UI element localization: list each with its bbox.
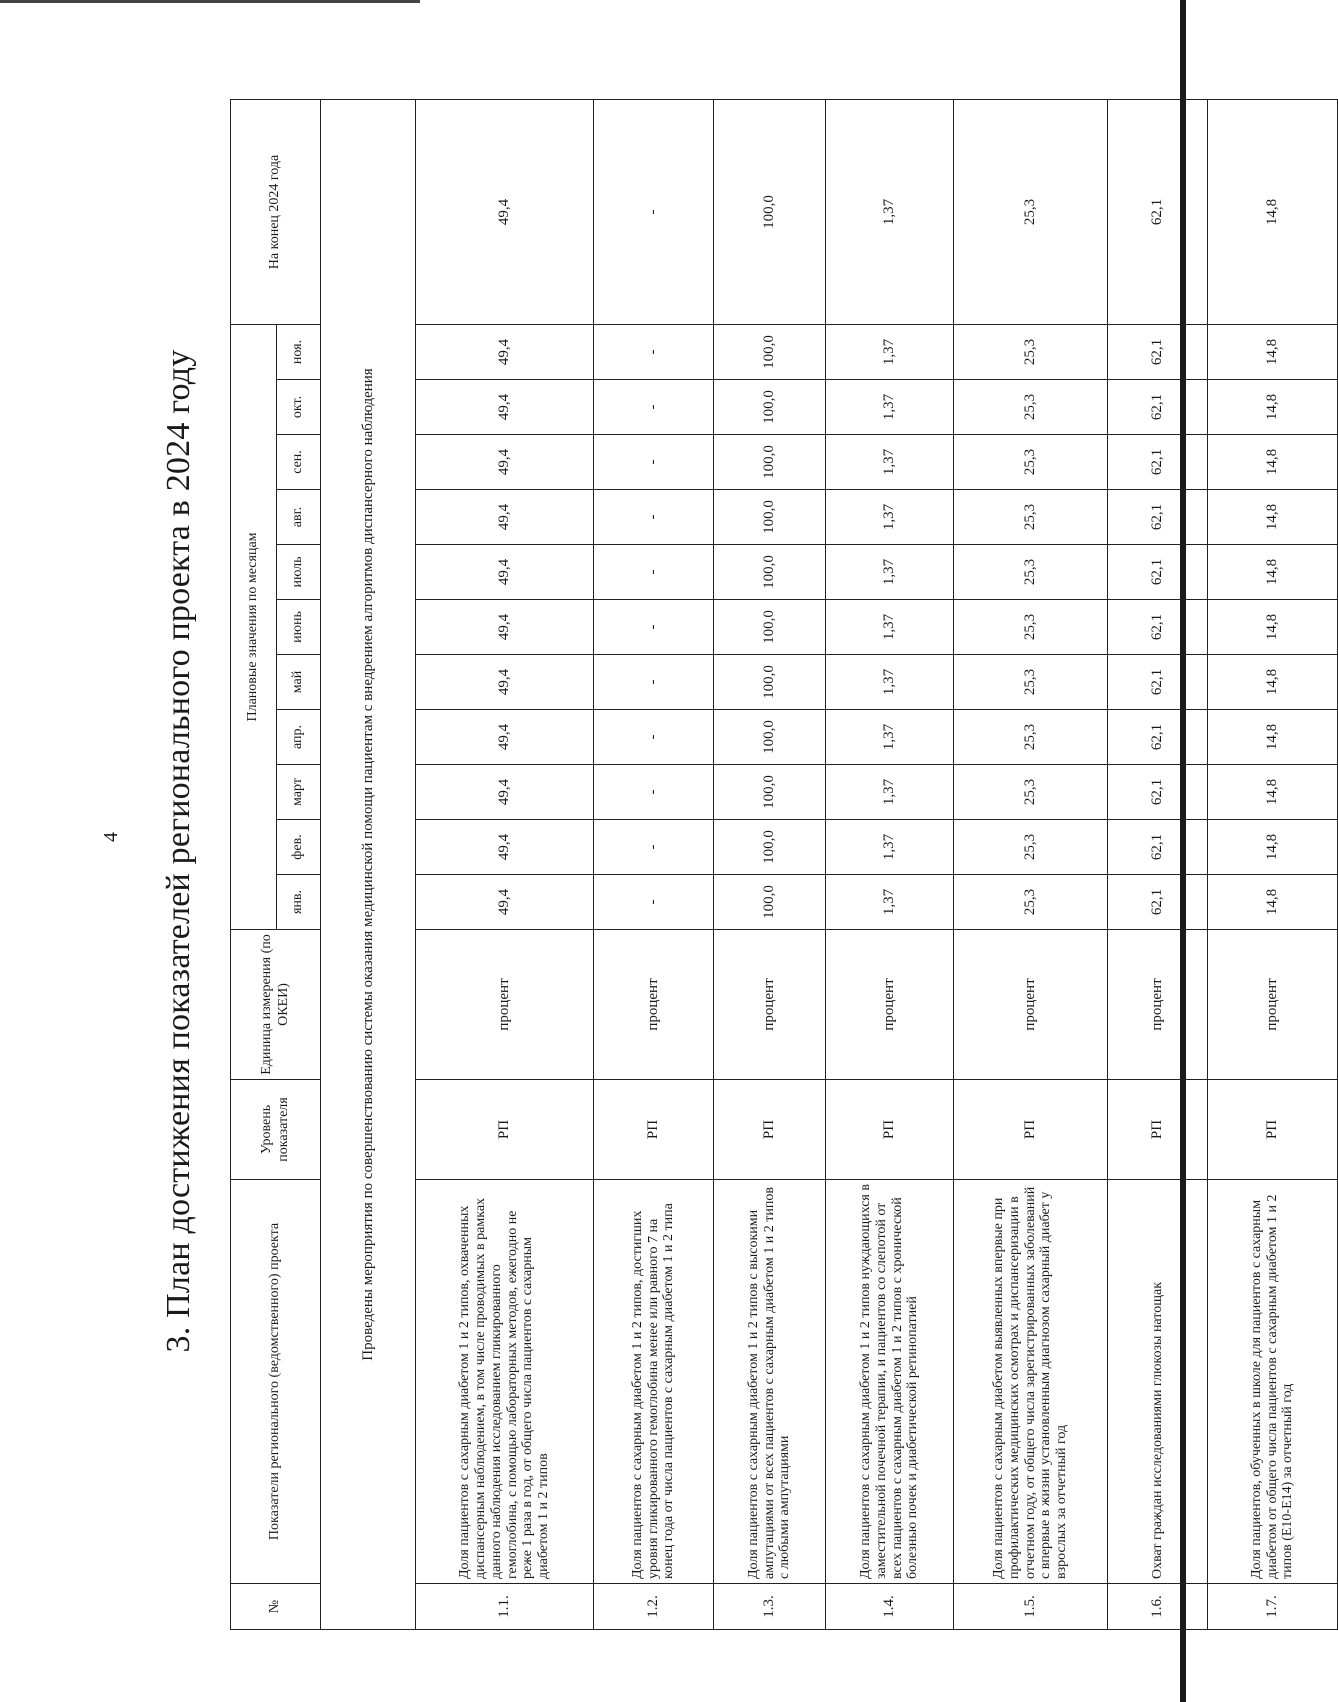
page-number: 4 — [100, 832, 122, 842]
indicator-unit: процент — [1108, 930, 1208, 1080]
row-number: 1.3. — [714, 1584, 826, 1630]
month-value: 14,8 — [1208, 875, 1338, 930]
header-month: сен. — [277, 435, 321, 490]
month-value: 14,8 — [1208, 545, 1338, 600]
table-row — [1108, 99, 1208, 1629]
indicator-name: Доля пациентов с сахарным диабетом 1 и 2 типов нуждающихся в заместительной почечной терапии, и пациентов со слепотой от всех пациентов с сахарным диабетом 1 и 2 типов с хронической болезнью почек и диабетической ретинопатией — [826, 1180, 954, 1584]
month-value: 49,4 — [416, 820, 594, 875]
month-value: 25,3 — [954, 324, 1108, 379]
month-value: 62,1 — [1108, 875, 1208, 930]
table-row — [826, 99, 954, 1629]
row-number: 1.6. — [1108, 1584, 1208, 1630]
header-month: июль — [277, 545, 321, 600]
indicator-unit: процент — [416, 930, 594, 1080]
month-value: 49,4 — [416, 710, 594, 765]
month-value: 14,8 — [1208, 655, 1338, 710]
month-value: 49,4 — [416, 435, 594, 490]
month-value: 49,4 — [416, 545, 594, 600]
month-value: 100,0 — [714, 875, 826, 930]
month-value: 100,0 — [714, 545, 826, 600]
month-value: 1,37 — [826, 380, 954, 435]
header-year-end: На конец 2024 года — [231, 99, 321, 324]
year-end-value: 1,37 — [826, 99, 954, 324]
year-end-value: 25,3 — [954, 99, 1108, 324]
month-value: 25,3 — [954, 820, 1108, 875]
indicator-level: РП — [1208, 1080, 1338, 1180]
month-value: 62,1 — [1108, 765, 1208, 820]
month-value: 25,3 — [954, 435, 1108, 490]
month-value: - — [594, 545, 714, 600]
indicator-level: РП — [826, 1080, 954, 1180]
indicator-unit: процент — [826, 930, 954, 1080]
month-value: 25,3 — [954, 875, 1108, 930]
year-end-value: 49,4 — [416, 99, 594, 324]
header-row-top — [231, 99, 277, 1629]
month-value: 1,37 — [826, 820, 954, 875]
month-value: - — [594, 600, 714, 655]
indicator-plan-table — [230, 99, 1338, 1630]
indicator-name: Доля пациентов с сахарным диабетом выявленных впервые при профилактических медицинских осмотрах и диспансеризации в отчетном году, от общего числа зарегистрированных заболеваний с впервые в жизни установленным диагнозом сахарный диабет у взрослых за отчетный год — [954, 1180, 1108, 1584]
month-value: 62,1 — [1108, 655, 1208, 710]
row-number: 1.5. — [954, 1584, 1108, 1630]
header-month: авг. — [277, 490, 321, 545]
row-number: 1.1. — [416, 1584, 594, 1630]
header-month: июнь — [277, 600, 321, 655]
header-number: № — [231, 1584, 321, 1630]
indicator-level: РП — [1108, 1080, 1208, 1180]
table-row — [954, 99, 1108, 1629]
indicator-level: РП — [954, 1080, 1108, 1180]
indicator-unit: процент — [954, 930, 1108, 1080]
month-value: 62,1 — [1108, 545, 1208, 600]
month-value: 100,0 — [714, 820, 826, 875]
header-month: окт. — [277, 380, 321, 435]
month-value: 100,0 — [714, 600, 826, 655]
indicator-level: РП — [714, 1080, 826, 1180]
header-indicator: Показатели регионального (ведомственного) проекта — [231, 1180, 321, 1584]
month-value: - — [594, 875, 714, 930]
indicator-level: РП — [416, 1080, 594, 1180]
month-value: 49,4 — [416, 655, 594, 710]
document-title: 3. План достижения показателей регионального проекта в 2024 году — [160, 349, 197, 1353]
month-value: 1,37 — [826, 765, 954, 820]
row-number: 1.2. — [594, 1584, 714, 1630]
header-month: фев. — [277, 820, 321, 875]
month-value: 14,8 — [1208, 710, 1338, 765]
month-value: 62,1 — [1108, 710, 1208, 765]
month-value: 49,4 — [416, 875, 594, 930]
month-value: 100,0 — [714, 324, 826, 379]
indicator-unit: процент — [594, 930, 714, 1080]
month-value: 49,4 — [416, 324, 594, 379]
month-value: 100,0 — [714, 765, 826, 820]
month-value: 25,3 — [954, 710, 1108, 765]
year-end-value: - — [594, 99, 714, 324]
header-level: Уровень показателя — [231, 1080, 321, 1180]
month-value: 49,4 — [416, 380, 594, 435]
month-value: 14,8 — [1208, 600, 1338, 655]
month-value: 1,37 — [826, 435, 954, 490]
month-value: 100,0 — [714, 710, 826, 765]
month-value: 100,0 — [714, 435, 826, 490]
table-row — [416, 99, 594, 1629]
month-value: - — [594, 820, 714, 875]
month-value: 25,3 — [954, 380, 1108, 435]
month-value: - — [594, 435, 714, 490]
month-value: - — [594, 710, 714, 765]
month-value: 49,4 — [416, 600, 594, 655]
header-month: март — [277, 765, 321, 820]
year-end-value: 62,1 — [1108, 99, 1208, 324]
table-row — [714, 99, 826, 1629]
row-number: 1.4. — [826, 1584, 954, 1630]
month-value: 14,8 — [1208, 324, 1338, 379]
month-value: 14,8 — [1208, 380, 1338, 435]
month-value: 49,4 — [416, 765, 594, 820]
month-value: 62,1 — [1108, 600, 1208, 655]
section-row — [321, 99, 416, 1629]
month-value: 25,3 — [954, 545, 1108, 600]
month-value: 62,1 — [1108, 820, 1208, 875]
month-value: 14,8 — [1208, 435, 1338, 490]
month-value: 1,37 — [826, 545, 954, 600]
header-month: май — [277, 655, 321, 710]
row-number: 1.7. — [1208, 1584, 1338, 1630]
header-month: янв. — [277, 875, 321, 930]
table-row — [594, 99, 714, 1629]
month-value: 14,8 — [1208, 820, 1338, 875]
month-value: - — [594, 765, 714, 820]
month-value: 62,1 — [1108, 435, 1208, 490]
indicator-name: Доля пациентов с сахарным диабетом 1 и 2 типов, охваченных диспансерным наблюдением, в том числе проводимых в рамках данного наблюдения исследованием гликированного гемоглобина, с помощью лабораторных методов, ежегодно не реже 1 раза в год, от общего числа пациентов с сахарным диабетом 1 и 2 типов — [416, 1180, 594, 1584]
month-value: 1,37 — [826, 600, 954, 655]
month-value: - — [594, 380, 714, 435]
month-value: 100,0 — [714, 380, 826, 435]
header-month: ноя. — [277, 324, 321, 379]
indicator-unit: процент — [714, 930, 826, 1080]
month-value: - — [594, 490, 714, 545]
month-value: 100,0 — [714, 490, 826, 545]
month-value: 62,1 — [1108, 490, 1208, 545]
table-row — [1208, 99, 1338, 1629]
month-value: 14,8 — [1208, 765, 1338, 820]
year-end-value: 14,8 — [1208, 99, 1338, 324]
month-value: 25,3 — [954, 490, 1108, 545]
month-value: 62,1 — [1108, 380, 1208, 435]
month-value: - — [594, 655, 714, 710]
indicator-name: Доля пациентов с сахарным диабетом 1 и 2 типов, достигших уровня гликированного гемоглобина менее или равного 7 на конец года от числа пациентов с сахарным диабетом 1 и 2 типа — [594, 1180, 714, 1584]
header-unit: Единица измерения (по ОКЕИ) — [231, 930, 321, 1080]
month-value: 1,37 — [826, 875, 954, 930]
month-value: 14,8 — [1208, 490, 1338, 545]
month-value: 1,37 — [826, 655, 954, 710]
indicator-name: Охват граждан исследованиями глюкозы натощак — [1108, 1180, 1208, 1584]
indicator-unit: процент — [1208, 930, 1338, 1080]
month-value: 100,0 — [714, 655, 826, 710]
month-value: 1,37 — [826, 490, 954, 545]
header-monthly-group: Плановые значения по месяцам — [231, 324, 277, 929]
month-value: - — [594, 324, 714, 379]
year-end-value: 100,0 — [714, 99, 826, 324]
indicator-name: Доля пациентов с сахарным диабетом 1 и 2 типов с высокими ампутациями от всех пациентов с сахарным диабетом 1 и 2 типов с любыми ампутациями — [714, 1180, 826, 1584]
month-value: 25,3 — [954, 655, 1108, 710]
header-month: апр. — [277, 710, 321, 765]
month-value: 49,4 — [416, 490, 594, 545]
month-value: 62,1 — [1108, 324, 1208, 379]
indicator-name: Доля пациентов, обученных в школе для пациентов с сахарным диабетом от общего числа пациентов с сахарным диабетом 1 и 2 типов (E10-E14) за отчетный год — [1208, 1180, 1338, 1584]
month-value: 1,37 — [826, 324, 954, 379]
section-title: Проведены мероприятия по совершенствованию системы оказания медицинской помощи пациентам с внедрением алгоритмов диспансерного наблюдения — [321, 99, 416, 1629]
month-value: 1,37 — [826, 710, 954, 765]
month-value: 25,3 — [954, 765, 1108, 820]
month-value: 25,3 — [954, 600, 1108, 655]
indicator-level: РП — [594, 1080, 714, 1180]
